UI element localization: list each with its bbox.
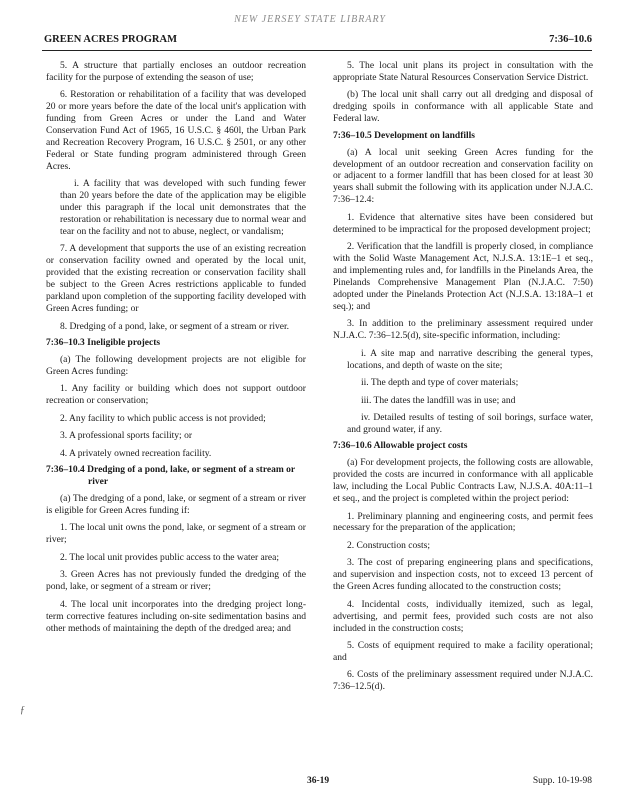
paragraph: 1. Any facility or building which does not support outdoor recreation or conservation; xyxy=(46,383,306,407)
paragraph: 4. Incidental costs, individually itemized, such as legal, advertising, and permit fees, provided such costs are not also included in the construction costs; xyxy=(333,598,593,634)
page-number: 36-19 xyxy=(307,776,330,786)
section-heading: 7:36–10.5 Development on landfills xyxy=(333,130,475,141)
subparagraph: i. A site map and narrative describing the general types, locations, and depth of waste on the site; xyxy=(347,347,593,371)
page-footer xyxy=(42,776,592,790)
header-title: GREEN ACRES PROGRAM xyxy=(44,34,178,45)
paragraph: 8. Dredging of a pond, lake, or segment of a stream or river. xyxy=(60,320,290,332)
running-header xyxy=(42,32,592,51)
subparagraph: i. A facility that was developed with such funding fewer than 20 years before the date of the application may be eligible under this paragraph if the local unit demonstrates that the restoration or rehabilitation is necessary due to normal wear and tear on the facility and not to abuse, neglect, or vandalism; xyxy=(60,178,306,237)
paragraph: 3. The cost of preparing engineering plans and specifications, and supervision and inspection costs, not to exceed 13 percent of the Green Acres funding allocated to the construction costs; xyxy=(333,557,593,593)
paragraph: 1. Evidence that alternative sites have been considered but determined to be impractical for the proposed development project; xyxy=(333,211,593,235)
section-heading: 7:36–10.4 Dredging of a pond, lake, or segment of a stream or river xyxy=(46,465,295,488)
paragraph: 4. The local unit incorporates into the dredging project long-term corrective features including on-site sedimentation basins and other methods of maintaining the depth of the dredged area; and xyxy=(46,598,306,634)
paragraph: 5. A structure that partially encloses an outdoor recreation facility for the purpose of extending the season of use; xyxy=(46,60,306,83)
paragraph: 6. Costs of the preliminary assessment required under N.J.A.C. 7:36–12.5(d). xyxy=(333,669,593,693)
paragraph: (a) A local unit seeking Green Acres funding for the development of an outdoor recreation and conservation facility on or adjacent to a former landfill that has been closed for at least 30 years shall submit the following with its application under N.J.A.C. 7:36–12.4: xyxy=(333,146,593,206)
margin-mark: ƒ xyxy=(20,705,25,716)
library-stamp: NEW JERSEY STATE LIBRARY xyxy=(234,14,386,25)
paragraph: 1. Preliminary planning and engineering costs, and permit fees necessary for the preparation of the application; xyxy=(333,510,593,534)
section-heading: 7:36–10.6 Allowable project costs xyxy=(333,441,468,452)
right-column xyxy=(333,60,593,699)
paragraph: (a) For development projects, the following costs are allowable, provided the costs are incurred in conformance with all applicable law, including the Local Public Contracts Law, N.J.S.A. 40A:11–1 et seq., and the project is completed within the project period: xyxy=(333,457,593,505)
paragraph: 2. Construction costs; xyxy=(347,539,431,551)
header-section: 7:36–10.6 xyxy=(549,34,592,45)
paragraph: 2. Verification that the landfill is properly closed, in compliance with the Solid Waste Management Act, N.J.S.A. 13:1E–1 et seq., and implementing rules and, for landfills in the Pinelands Area, the Pinelands Comprehensive Management Plan (N.J.A.C. 7:50) adopted under the Pinelands Protection Act (N.J.S.A. 13:18A–1 et seq.); and xyxy=(333,241,593,312)
supplement-date: Supp. 10-19-98 xyxy=(532,776,592,786)
paragraph: 6. Restoration or rehabilitation of a facility that was developed 20 or more years before the date of the local unit's application with funding from Green Acres or under the Land and Water Conservation Fund Act of 1965, 16 U.S.C. § 460l, the Urban Park and Recreation Recovery Program, 16 U.S.C. § 2501, or any other Federal or State funding program administered through Green Acres. xyxy=(46,89,306,172)
left-column xyxy=(46,60,306,640)
paragraph: (a) The following development projects are not eligible for Green Acres funding: xyxy=(46,353,306,377)
paragraph: 2. Any facility to which public access is not provided; xyxy=(60,412,266,424)
paragraph: (b) The local unit shall carry out all dredging and disposal of dredging spoils in conformance with all applicable State and Federal law. xyxy=(333,89,593,125)
paragraph: 3. In addition to the preliminary assessment required under N.J.A.C. 7:36–12.5(d), site-specific information, including: xyxy=(333,318,593,342)
subparagraph: iii. The dates the landfill was in use; and xyxy=(361,394,516,406)
subparagraph: ii. The depth and type of cover materials; xyxy=(361,377,519,388)
paragraph: 5. The local unit plans its project in consultation with the appropriate State Natural Resources Conservation Service District. xyxy=(333,60,593,83)
paragraph: 3. A professional sports facility; or xyxy=(60,430,193,442)
paragraph: 7. A development that supports the use of an existing recreation or conservation facility owned and operated by the local unit, provided that the existing recreation or conservation facility shall be subject to the Green Acres restrictions applicable to funded parkland upon completion of the supporting facility developed with Green Acres funding; or xyxy=(46,243,306,314)
paragraph: 2. The local unit provides public access to the water area; xyxy=(60,551,280,563)
paragraph: 5. Costs of equipment required to make a facility operational; and xyxy=(333,640,593,663)
section-heading: 7:36–10.3 Ineligible projects xyxy=(46,338,161,348)
paragraph: 3. Green Acres has not previously funded the dredging of the pond, lake, or segment of a stream or river; xyxy=(46,569,306,593)
paragraph: 4. A privately owned recreation facility. xyxy=(60,447,212,459)
paragraph: (a) The dredging of a pond, lake, or segment of a stream or river is eligible for Green Acres funding if: xyxy=(46,493,306,516)
subparagraph: iv. Detailed results of testing of soil borings, surface water, and ground water, if any. xyxy=(347,412,593,435)
paragraph: 1. The local unit owns the pond, lake, or segment of a stream or river; xyxy=(46,522,306,546)
